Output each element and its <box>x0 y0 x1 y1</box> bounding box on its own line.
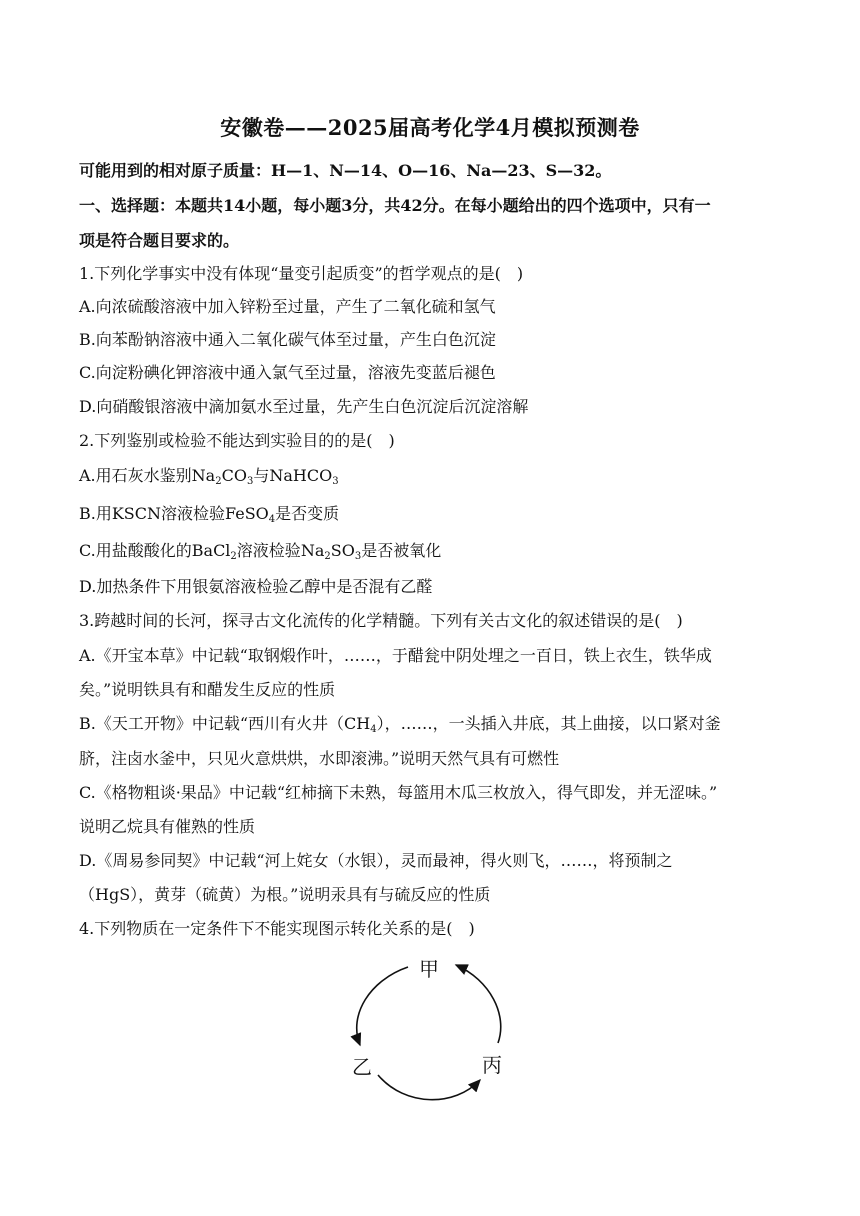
q3-option-c-line2: 说明乙烷具有催熟的性质 <box>79 817 256 836</box>
q1-option-d: D.向硝酸银溶液中滴加氨水至过量，先产生白色沉淀后沉淀溶解 <box>79 397 529 416</box>
q2-option-a: A.用石灰水鉴别$Na_2CO_3$与NaHCO$_3$ <box>79 466 339 487</box>
q1-option-a: A.向浓硫酸溶液中加入锌粉至过量，产生了二氧化硫和氢气 <box>79 297 496 316</box>
q1-stem: 1.下列化学事实中没有体现“量变引起质变”的哲学观点的是( ) <box>79 264 524 283</box>
arrow-jia-to-yi <box>357 967 408 1045</box>
q1-option-c: C.向淀粉碘化钾溶液中通入氯气至过量，溶液先变蓝后褪色 <box>79 363 496 382</box>
q3-option-c-line1: C.《格物粗谈·果品》中记载“红柿摘下未熟，每篮用木瓜三枚放入，得气即发，并无涩味。” <box>79 783 718 802</box>
q3-option-b-line1: B.《天工开物》中记载“西川有火井$(CH_4)$，……，一头插入井底，其上曲接，以口紧对釜 <box>79 714 721 735</box>
section-heading-line2: 项是符合题目要求的。 <box>79 231 240 250</box>
atomic-masses: 可能用到的相对原子质量：H—1、N—14、O—16、Na—23、S—32。 <box>79 161 612 180</box>
q2-option-c: C.用盐酸酸化的BaCl$_2$溶液检验$Na_2SO_3$是否被氧化 <box>79 541 442 562</box>
exam-title: 安徽卷——2025届高考化学4月模拟预测卷 <box>220 115 640 140</box>
arrow-yi-to-bing <box>378 1075 480 1100</box>
q3-option-b-line2: 脐，注卤水釜中，只见火意烘烘，水即滚沸。”说明天然气具有可燃性 <box>79 749 560 768</box>
arrow-bing-to-jia <box>456 965 501 1043</box>
node-yi: 乙 <box>352 1055 372 1079</box>
q1-option-b: B.向苯酚钠溶液中通入二氧化碳气体至过量，产生白色沉淀 <box>79 330 496 349</box>
q2-option-b: B.用KSCN溶液检验FeSO$_4$是否变质 <box>79 504 340 525</box>
conversion-cycle-diagram <box>330 945 530 1115</box>
q3-option-a-line2: 矣。”说明铁具有和醋发生反应的性质 <box>79 680 336 699</box>
q2-stem: 2.下列鉴别或检验不能达到实验目的的是( ) <box>79 431 395 450</box>
node-bing: 丙 <box>482 1053 502 1077</box>
node-jia: 甲 <box>419 957 439 981</box>
q3-option-d-line1: D.《周易参同契》中记载“河上姹女（水银），灵而最神，得火则飞，……，将预制之 <box>79 851 673 870</box>
q4-stem: 4.下列物质在一定条件下不能实现图示转化关系的是( ) <box>79 919 475 938</box>
q3-option-d-line2: （HgS），黄芽（硫黄）为根。”说明汞具有与硫反应的性质 <box>79 885 491 904</box>
q3-option-a-line1: A.《开宝本草》中记载“取钢煅作叶，……，于醋瓮中阴处埋之一百日，铁上衣生，铁华成 <box>79 646 712 665</box>
section-heading-line1: 一、选择题：本题共14小题，每小题3分，共42分。在每小题给出的四个选项中，只有一 <box>79 196 711 215</box>
q3-stem: 3.跨越时间的长河，探寻古文化流传的化学精髓。下列有关古文化的叙述错误的是( ) <box>79 611 683 630</box>
q2-option-d: D.加热条件下用银氨溶液检验乙醇中是否混有乙醛 <box>79 577 433 596</box>
